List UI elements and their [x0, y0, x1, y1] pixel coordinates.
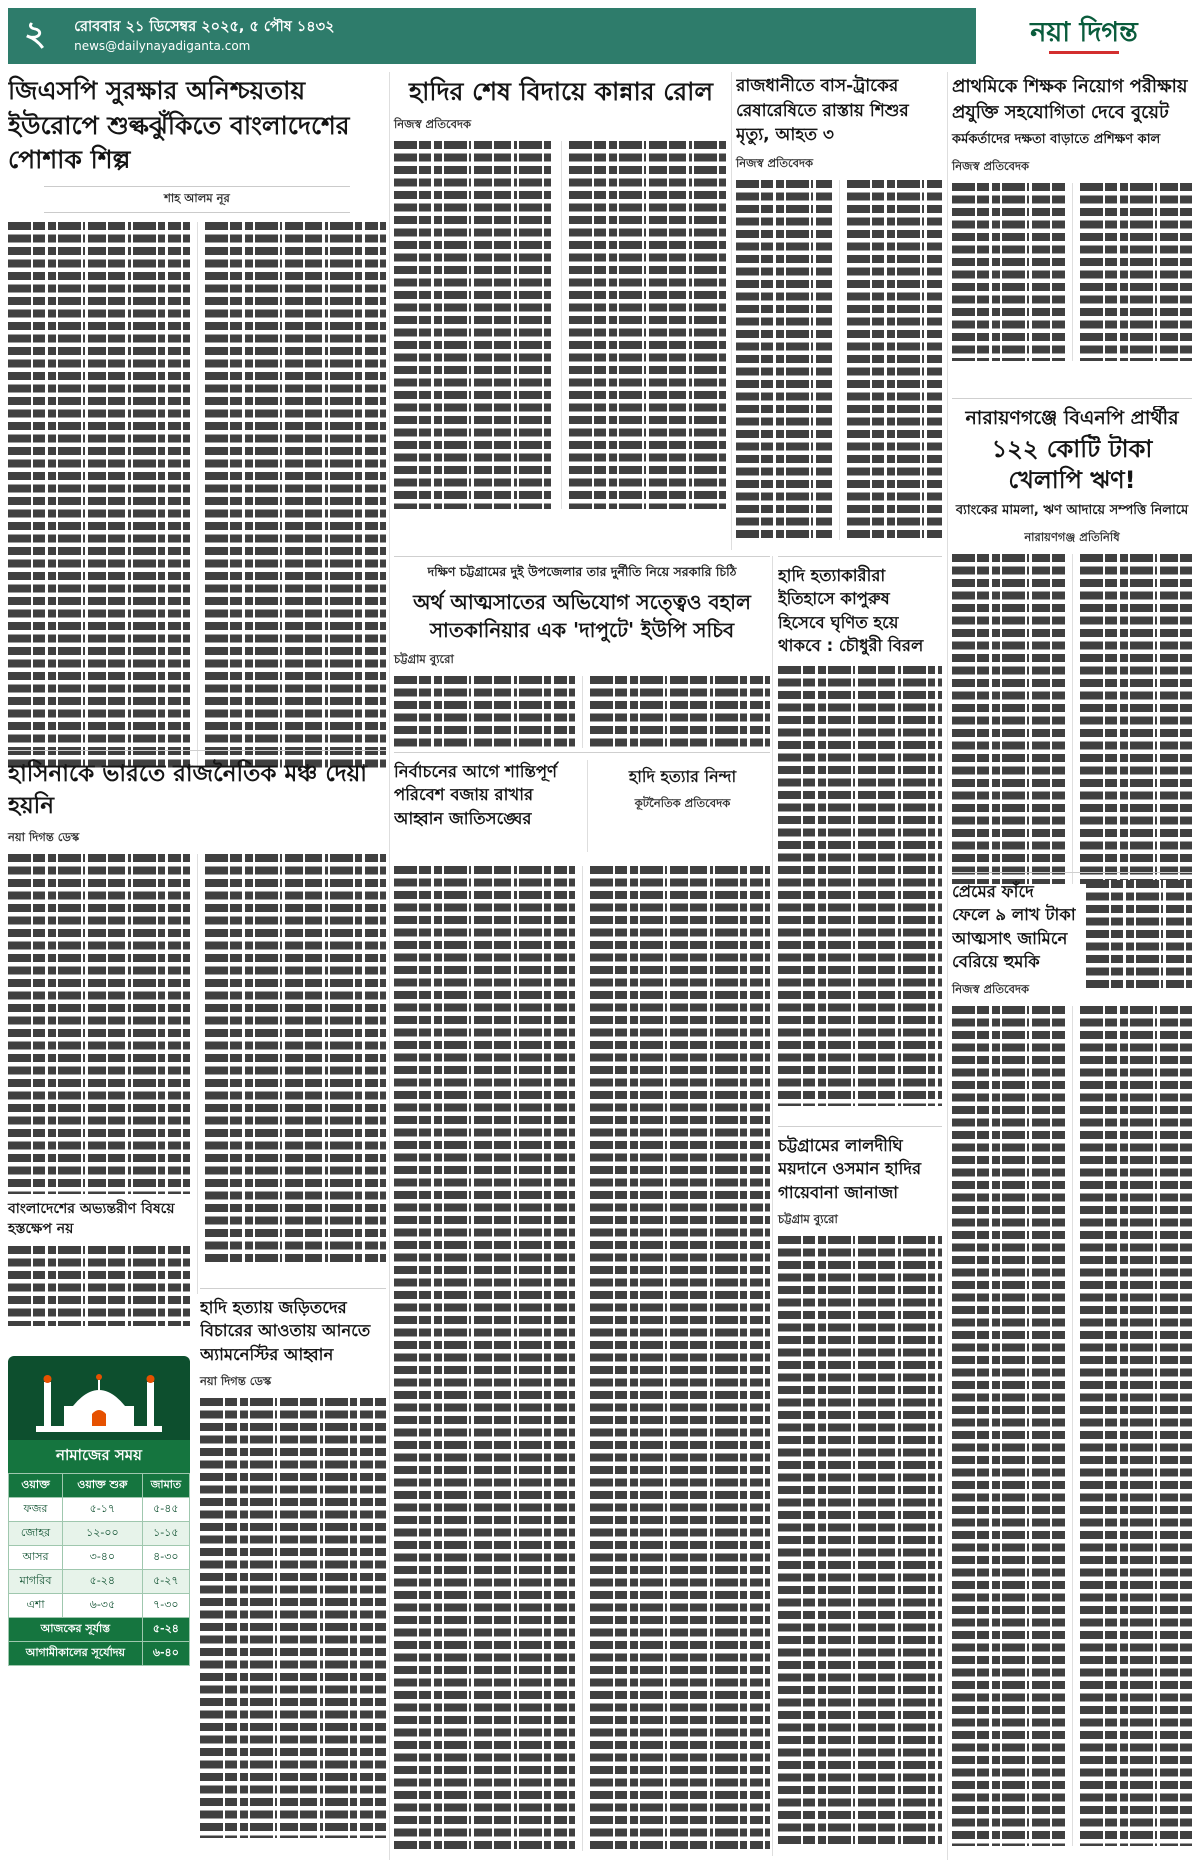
- column-divider: [389, 72, 390, 1860]
- body-text: [778, 1236, 942, 1846]
- prayer-jamaat: ৭-৩০: [142, 1594, 189, 1618]
- body-text: [1080, 554, 1193, 884]
- body-text: [1080, 1006, 1193, 1846]
- column-divider: [582, 866, 583, 1851]
- article-buet: [952, 74, 1192, 361]
- column-divider: [197, 854, 198, 1294]
- column-header: ওয়াক্ত শুরু: [63, 1474, 143, 1498]
- article-body: [394, 866, 770, 1851]
- article-body: [952, 183, 1192, 361]
- prayer-start: ৬-৩৫: [63, 1594, 143, 1618]
- article-head-row: [952, 880, 1192, 998]
- sunset-label: আজকের সূর্যাস্ত: [9, 1618, 143, 1642]
- prayer-start: ১২-০০: [63, 1522, 143, 1546]
- body-text: [205, 222, 387, 772]
- article-headline: নির্বাচনের আগে শান্তিপূর্ণ পরিবেশ বজায় রাখার আহ্বান জাতিসঙ্ঘের: [394, 762, 557, 828]
- article-love-trap: [952, 872, 1192, 1846]
- column-divider: [1072, 554, 1073, 884]
- prayer-box-title: নামাজের সময়: [8, 1440, 190, 1473]
- article-amnesty: [200, 1288, 386, 1838]
- newspaper-logo: [976, 8, 1192, 64]
- column-divider: [1072, 183, 1073, 361]
- table-row: [9, 1570, 190, 1594]
- column-header: ওয়াক্ত: [9, 1474, 63, 1498]
- article-bus-truck: [736, 74, 942, 540]
- article-byline: নিজস্ব প্রতিবেদক: [952, 981, 1030, 996]
- article-byline: নয়া দিগন্ত ডেস্ক: [200, 1374, 272, 1389]
- body-text: [8, 854, 190, 1194]
- article-body: [8, 854, 386, 1325]
- masthead-bar: [8, 8, 1192, 64]
- article-byline: নারায়ণগঞ্জ প্রতিনিধি: [1024, 530, 1120, 545]
- article-byline: চট্টগ্রাম ব্যুরো: [394, 652, 454, 666]
- mosque-illustration: [8, 1356, 190, 1440]
- article-body: [736, 180, 942, 540]
- contact-email: news@dailynayadiganta.com: [74, 38, 251, 53]
- body-text: [847, 180, 943, 540]
- article-headline: হাদি হত্যায় জড়িতদের বিচারের আওতায় আনতে অ্যামনেস্টির আহ্বান: [200, 1298, 371, 1364]
- table-footer-row: [9, 1642, 190, 1666]
- article-byline: চট্টগ্রাম ব্যুরো: [778, 1212, 838, 1227]
- article-headline: হাদি হত্যাকারীরা ইতিহাসে কাপুরুষ হিসেবে ঘৃণিত হয়ে থাকবে : চৌধুরী বিরল: [778, 566, 924, 656]
- prayer-times-box: [8, 1356, 190, 1666]
- body-text: [952, 183, 1065, 361]
- column-divider: [947, 72, 948, 1860]
- dateline: [74, 18, 334, 54]
- body-text: [952, 1006, 1065, 1846]
- article-gsp: [8, 74, 386, 772]
- mosque-graphic: [8, 1356, 190, 1440]
- prayer-start: ৩-৪০: [63, 1546, 143, 1570]
- column-divider: [839, 180, 840, 540]
- article-head-row: [394, 760, 770, 860]
- table-row: [9, 1594, 190, 1618]
- article-body: [952, 1006, 1192, 1846]
- body-text: [1080, 183, 1193, 361]
- article-headline: রাজধানীতে বাস-ট্রাকের রেষারেষিতে রাস্তায় শিশুর মৃত্যু, আহত ৩: [736, 76, 909, 146]
- page-number: ২: [24, 13, 47, 54]
- table-row: [9, 1498, 190, 1522]
- prayer-times-table: [8, 1473, 190, 1666]
- body-text: [778, 666, 942, 1106]
- prayer-start: ৫-১৭: [63, 1498, 143, 1522]
- body-text: [205, 854, 387, 1264]
- body-text: [394, 866, 575, 1851]
- article-headline: হাসিনাকে ভারতে রাজনৈতিক মঞ্চ দেয়া হয়নি: [8, 761, 367, 820]
- body-text: [952, 554, 1065, 884]
- body-text: [590, 866, 771, 1851]
- article-headline: জিএসপি সুরক্ষার অনিশ্চয়তায় ইউরোপে শুল্কঝুঁকিতে বাংলাদেশের পোশাক শিল্প: [8, 76, 350, 174]
- prayer-name: এশা: [9, 1594, 63, 1618]
- article-byline: শাহ আলম নূর: [44, 186, 350, 213]
- prayer-start: ৫-২৪: [63, 1570, 143, 1594]
- article-byline: নিজস্ব প্রতিবেদক: [952, 159, 1030, 174]
- logo-text: নয়া দিগন্ত: [1030, 16, 1138, 48]
- logo-accent: [1049, 51, 1119, 54]
- table-footer-row: [9, 1618, 190, 1642]
- article-sidehead: হাদি হত্যার নিন্দা: [628, 767, 737, 786]
- prayer-name: আসর: [9, 1546, 63, 1570]
- article-headline: অর্থ আত্মসাতের অভিযোগ সত্ত্বেও বহাল সাতকানিয়ার এক 'দাপুটে' ইউপি সচিব: [413, 590, 751, 642]
- article-janaza: [778, 1126, 942, 1846]
- prayer-name: মাগরিব: [9, 1570, 63, 1594]
- column-divider: [561, 141, 562, 509]
- prayer-jamaat: ৫-৪৫: [142, 1498, 189, 1522]
- table-header-row: [9, 1474, 190, 1498]
- body-text: [1086, 880, 1192, 992]
- sidehead-wrap: [595, 760, 770, 820]
- column-divider: [582, 676, 583, 748]
- body-column: [8, 854, 190, 1325]
- table-row: [9, 1522, 190, 1546]
- body-text: [8, 1246, 190, 1326]
- article-loan-default: [952, 398, 1192, 884]
- article-headline: প্রাথমিকে শিক্ষক নিয়োগ পরীক্ষায় প্রযুক্তি সহযোগিতা দেবে বুয়েট: [952, 76, 1188, 123]
- body-text: [590, 676, 771, 748]
- article-kicker: দক্ষিণ চট্টগ্রামের দুই উপজেলার তার দুর্নীতি নিয়ে সরকারি চিঠি: [427, 564, 737, 579]
- article-headline-line2: ১২২ কোটি টাকা খেলাপি ঋণ!: [991, 434, 1153, 494]
- prayer-name: ফজর: [9, 1498, 63, 1522]
- column-divider: [587, 760, 588, 852]
- column-divider: [197, 222, 198, 772]
- prayer-jamaat: ৪-৩০: [142, 1546, 189, 1570]
- body-text: [200, 1398, 386, 1838]
- body-text: [569, 141, 729, 509]
- body-text: [394, 141, 554, 509]
- article-subtitle: কর্মকর্তাদের দক্ষতা বাড়াতে প্রশিক্ষণ কাল: [952, 132, 1161, 148]
- prayer-name: জোহর: [9, 1522, 63, 1546]
- article-body: [952, 554, 1192, 884]
- headline-wrap: [952, 880, 1076, 998]
- article-hasina: [8, 750, 386, 1326]
- article-up-secretary: [394, 556, 770, 748]
- article-byline: নয়া দিগন্ত ডেস্ক: [8, 830, 80, 845]
- sunrise-label: আগামীকালের সূর্যোদয়: [9, 1642, 143, 1666]
- table-row: [9, 1546, 190, 1570]
- article-subhead: বাংলাদেশের অভ্যন্তরীণ বিষয়ে হস্তক্ষেপ নয়: [8, 1201, 175, 1237]
- article-coward-quote: [778, 556, 942, 1106]
- article-byline: কূটনৈতিক প্রতিবেদক: [634, 796, 731, 811]
- prayer-jamaat: ১-১৫: [142, 1522, 189, 1546]
- body-text: [394, 676, 575, 748]
- article-headline: প্রেমের ফাঁদে ফেলে ৯ লাখ টাকা আত্মসাৎ জামিনে বেরিয়ে হুমকি: [952, 882, 1076, 972]
- sunset-time: ৫-২৪: [142, 1618, 189, 1642]
- article-body: [394, 141, 728, 509]
- prayer-jamaat: ৫-২৭: [142, 1570, 189, 1594]
- article-body: [394, 676, 770, 748]
- article-un-appeal: [394, 752, 770, 1851]
- article-byline: নিজস্ব প্রতিবেদক: [736, 155, 814, 170]
- column-header: জামাত: [142, 1474, 189, 1498]
- article-headline: হাদির শেষ বিদায়ে কান্নার রোল: [409, 77, 713, 106]
- issue-date: রোববার ২১ ডিসেম্বর ২০২৫, ৫ পৌষ ১৪৩২: [74, 19, 335, 36]
- body-text: [8, 222, 190, 772]
- sunrise-time: ৬-৪০: [142, 1642, 189, 1666]
- body-text: [736, 180, 832, 540]
- column-divider: [772, 556, 773, 1856]
- column-divider: [1072, 1006, 1073, 1846]
- article-body: [8, 222, 386, 772]
- article-subtitle: ব্যাংকের মামলা, ঋণ আদায়ে সম্পত্তি নিলামে: [955, 503, 1189, 519]
- article-hadi-farewell: [394, 74, 728, 509]
- article-headline: চট্টগ্রামের লালদীঘি ময়দানে ওসমান হাদির গায়েবানা জানাজা: [778, 1136, 922, 1202]
- column-divider: [731, 72, 732, 550]
- article-byline: নিজস্ব প্রতিবেদক: [394, 117, 472, 131]
- article-headline-line1: নারায়ণগঞ্জে বিএনপি প্রার্থীর: [965, 407, 1179, 429]
